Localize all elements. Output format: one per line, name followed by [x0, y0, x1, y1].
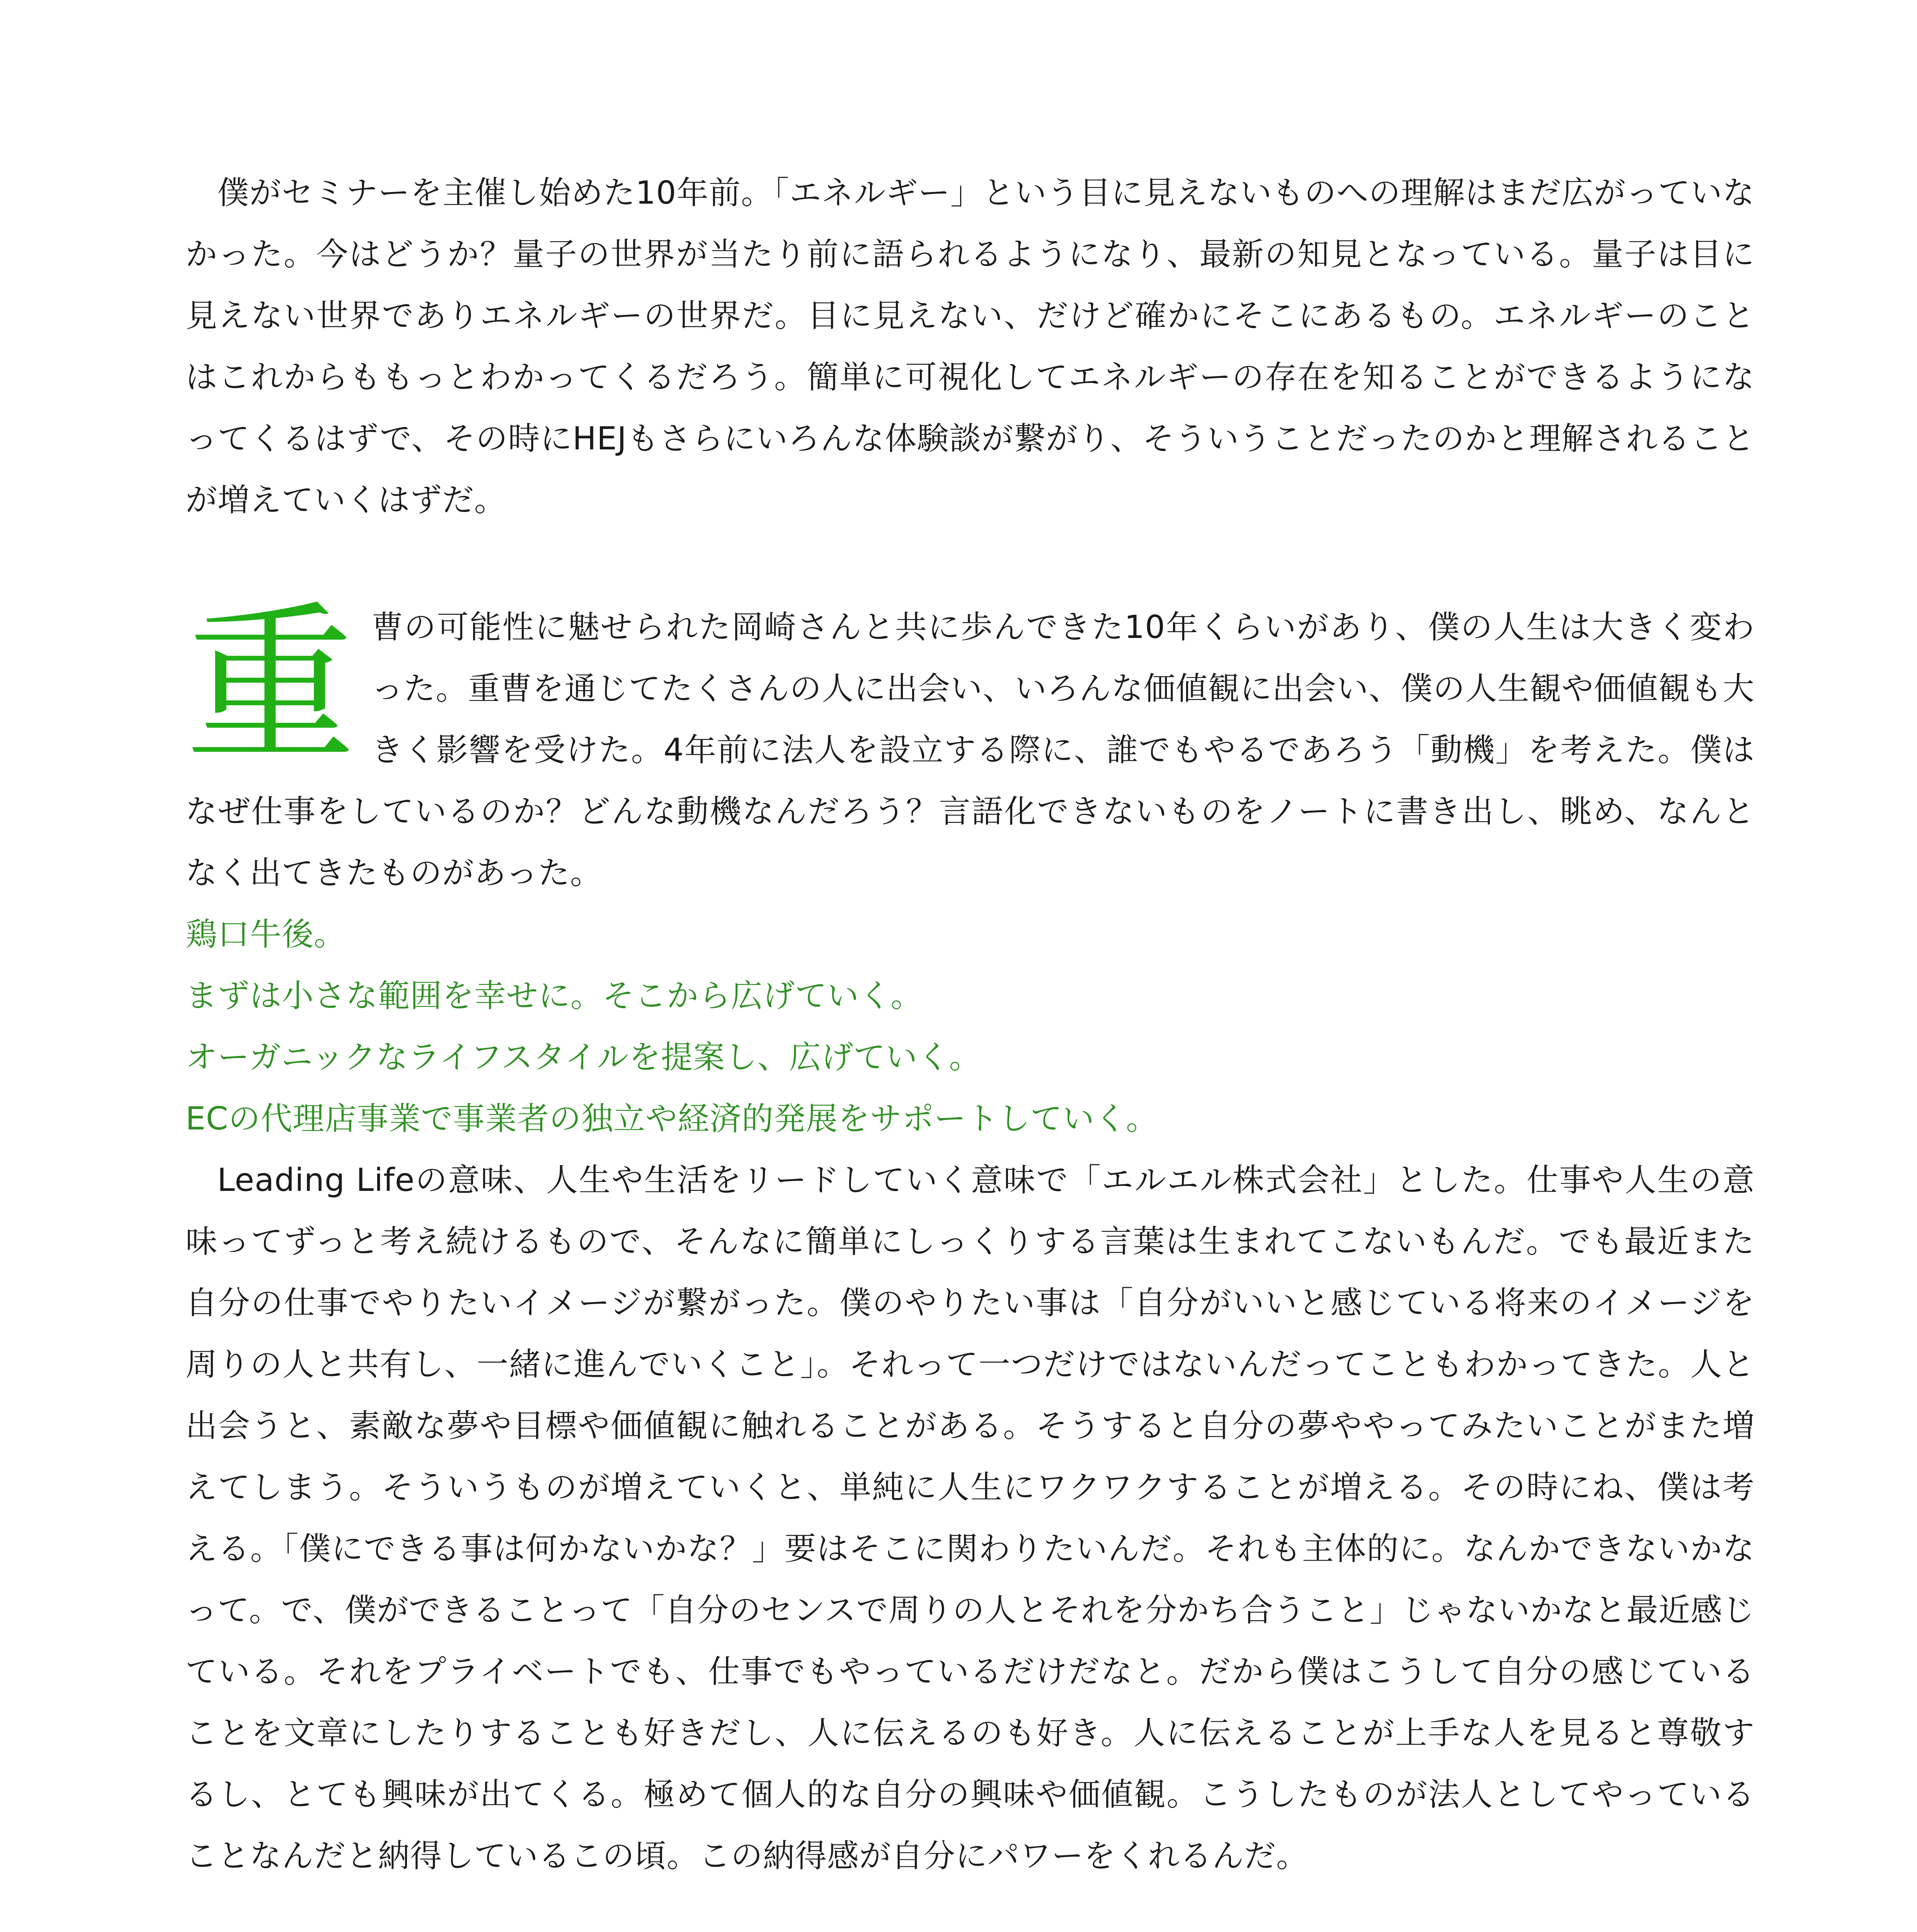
drop-cap-ju: 重 [186, 587, 356, 784]
motto-line-2: まずは小さな範囲を幸せに。そこから広げていく。 [186, 978, 923, 1014]
paragraph-intro: 僕がセミナーを主催し始めた10年前。「エネルギー」という目に見えないものへの理解はまだ広がっていなかった。今はどうか？量子の世界が当たり前に語られるようになり、最新の知見となっている。量子は目に見えない世界でありエネルギーの世界だ。目に見えない、だけど確かにそこにあるもの。エネルギーのことはこれからももっとわかってくるだろう。簡単に可視化してエネルギーの存在を知ることができるようになってくるはずで、その時にHEJもさらにいろんな体験談が繋がり、そういうことだったのかと理解されることが増えていくはずだ。 [186, 175, 1755, 519]
article-body [186, 162, 1755, 1932]
paragraph-gap [186, 531, 1755, 597]
paragraph-soda: 曹の可能性に魅せられた岡崎さんと共に歩んできた10年くらいがあり、僕の人生は大きく変わった。重曹を通じてたくさんの人に出会い、いろんな価値観に出会い、僕の人生観や価値観も大きく影響を受けた。4年前に法人を設立する際に、誰でもやるであろう「動機」を考えた。僕はなぜ仕事をしているのか？どんな動機なんだろう？言語化できないものをノートに書き出し、眺め、なんとなく出てきたものがあった。 [186, 609, 1755, 891]
paragraph-gap [186, 1887, 1755, 1932]
motto-line-1: 鶏口牛後。 [186, 916, 346, 953]
motto-line-4: ECの代理店事業で事業者の独立や経済的発展をサポートしていく。 [186, 1100, 1158, 1137]
section-soda [186, 587, 1755, 1887]
motto-line-3: オーガニックなライフスタイルを提案し、広げていく。 [186, 1039, 981, 1076]
paragraph-leading-life: Leading Lifeの意味、人生や生活をリードしていく意味で「エルエル株式会社」とした。仕事や人生の意味ってずっと考え続けるもので、そんなに簡単にしっくりする言葉は生まれてこないもんだ。でも最近また自分の仕事でやりたいイメージが繋がった。僕のやりたい事は「自分がいいと感じている将来のイメージを周りの人と共有し、一緒に進んでいくこと」。それって一つだけではないんだってこともわかってきた。人と出会うと、素敵な夢や目標や価値観に触れることがある。そうすると自分の夢ややってみたいことがまた増えてしまう。そういうものが増えていくと、単純に人生にワクワクすることが増える。その時にね、僕は考える。「僕にできる事は何かないかな？」要はそこに関わりたいんだ。それも主体的に。なんかできないかなって。で、僕ができることって「自分のセンスで周りの人とそれを分かち合うこと」じゃないかなと最近感じている。それをプライベートでも、仕事でもやっているだけだなと。だから僕はこうして自分の感じていることを文章にしたりすることも好きだし、人に伝えるのも好き。人に伝えることが上手な人を見ると尊敬するし、とても興味が出てくる。極めて個人的な自分の興味や価値観。こうしたものが法人としてやっていることなんだと納得しているこの頃。この納得感が自分にパワーをくれるんだ。 [186, 1162, 1755, 1874]
